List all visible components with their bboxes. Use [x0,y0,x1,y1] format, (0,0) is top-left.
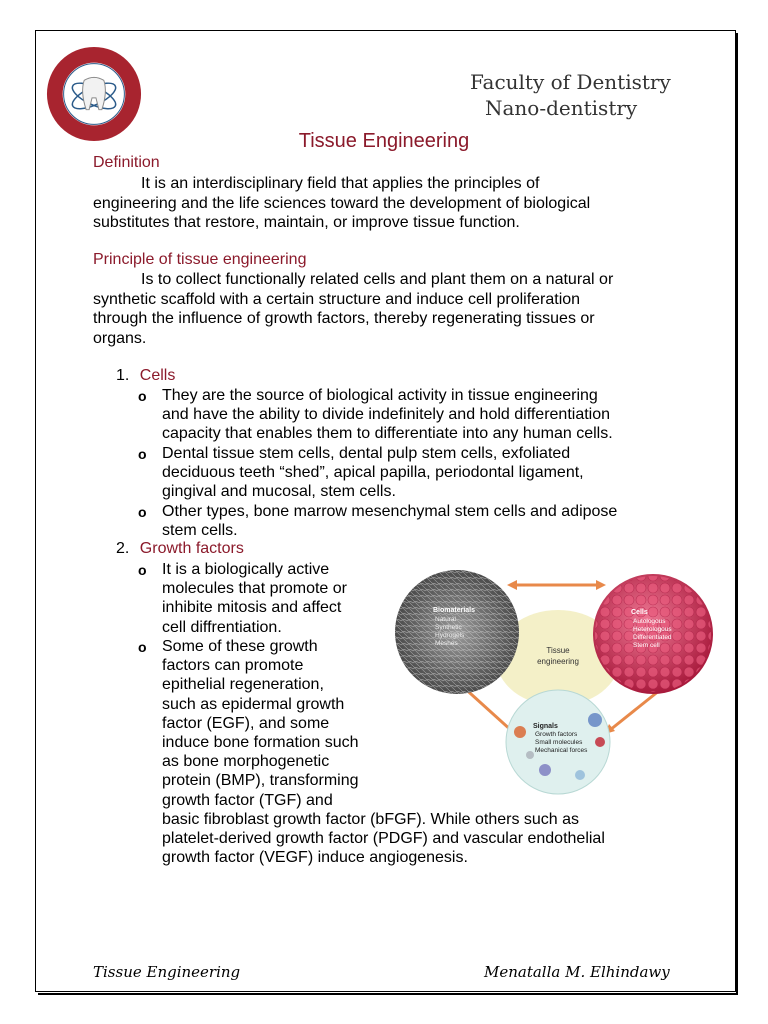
bullet-line: Some of these growth [162,638,318,655]
cells-bullet-1 [162,386,613,444]
subject-title: Nano-dentistry [485,96,638,120]
bullet-line: protein (BMP), transforming [162,772,359,790]
principle-heading: Principle of tissue engineering [93,251,307,268]
bullet-line: factors can promote [162,657,304,675]
signals-item: Mechanical forces [535,747,588,754]
biomaterials-item: Synthetic [435,624,462,631]
list-number: 1. [116,367,130,384]
faculty-title: Faculty of Dentistry [470,70,671,94]
bullet-line: basic fibroblast growth factor (bFGF). While others such as [162,810,580,828]
bullet-line: inhibite mitosis and affect [162,599,342,617]
growth-heading [116,540,244,558]
principle-line: organs. [93,329,147,347]
tissue-engineering-diagram [395,570,720,795]
principle-line: synthetic scaffold with a certain structure and induce cell proliferation [93,290,581,308]
definition-line: substitutes that restore, maintain, or improve tissue function. [93,214,520,231]
definition-line: engineering and the life sciences toward the development of biological [93,194,591,212]
list-number: 2. [116,540,130,557]
growth-heading-label: Growth factors [139,540,244,557]
cells-bullet-2 [162,444,584,502]
biomaterials-title: Biomaterials [433,607,476,614]
page-title: Tissue Engineering [298,130,470,152]
cells-item: Differentiated [633,634,672,641]
principle-line: through the influence of growth factors, thereby regenerating tissues or [93,310,595,327]
bullet-line: growth factor (VEGF) induce angiogenesis. [162,849,468,867]
bullet-line: epithelial regeneration, [162,676,324,694]
biomaterials-item: Meshes [435,640,458,647]
bullet-marker: o [138,639,147,655]
cells-heading [116,367,175,385]
bullet-line: deciduous teeth “shed”, apical papilla, periodontal ligament, [162,464,584,482]
center-label-2: engineering [537,657,579,666]
bullet-line: such as epidermal growth [162,695,345,713]
bullet-line: It is a biologically active [162,561,330,578]
bullet-line: Other types, bone marrow mesenchymal stem cells and adipose [162,503,618,520]
signals-item: Growth factors [535,731,578,738]
arrow-top [507,580,606,590]
growth-bullet-1 [162,560,347,637]
cells-title: Cells [631,609,648,616]
biomaterials-item: Hydrogels [435,632,465,639]
bullet-line: They are the source of biological activity in tissue engineering [162,387,598,404]
bullet-line: platelet-derived growth factor (PDGF) and vascular endothelial [162,830,605,848]
signals-title: Signals [533,723,558,730]
bullet-marker: o [138,446,147,462]
bullet-line: capacity that enables them to differentiate into any human cells. [162,425,613,443]
bullet-line: and have the ability to divide indefinitely and hold differentiation [162,406,611,424]
principle-text [93,270,693,348]
definition-heading: Definition [93,154,160,171]
cells-heading-label: Cells [139,367,176,384]
cells-item: Heterologous [633,626,672,633]
footer-left: Tissue Engineering [93,963,241,981]
bullet-line: Dental tissue stem cells, dental pulp stem cells, exfoliated [162,445,571,462]
footer-author: Menatalla M. Elhindawy [484,963,670,981]
center-label-1: Tissue [546,646,570,655]
definition-text [93,174,693,233]
bullet-line: molecules that promote or [162,580,347,598]
cells-bullet-3 [162,502,617,540]
principle-line: Is to collect functionally related cells and plant them on a natural or [141,271,614,288]
bullet-marker: o [138,562,147,578]
bullet-line: induce bone formation such [162,734,359,752]
biomaterials-item: Natural [435,616,456,623]
bullet-line: growth factor (TGF) and [162,791,333,809]
university-logo [45,45,143,143]
bullet-line: factor (EGF), and some [162,714,330,732]
bullet-marker: o [138,388,147,404]
bullet-line: cell diffrentiation. [162,618,282,636]
cells-item: Stem cell [633,642,660,649]
bullet-marker: o [138,504,147,520]
bullet-line: gingival and mucosal, stem cells. [162,483,396,501]
definition-line: It is an interdisciplinary field that applies the principles of [141,175,540,192]
cells-item: Autologous [633,618,666,625]
bullet-line: stem cells. [162,522,238,540]
bullet-line: as bone morphogenetic [162,753,330,771]
signals-item: Small molecules [535,739,583,746]
